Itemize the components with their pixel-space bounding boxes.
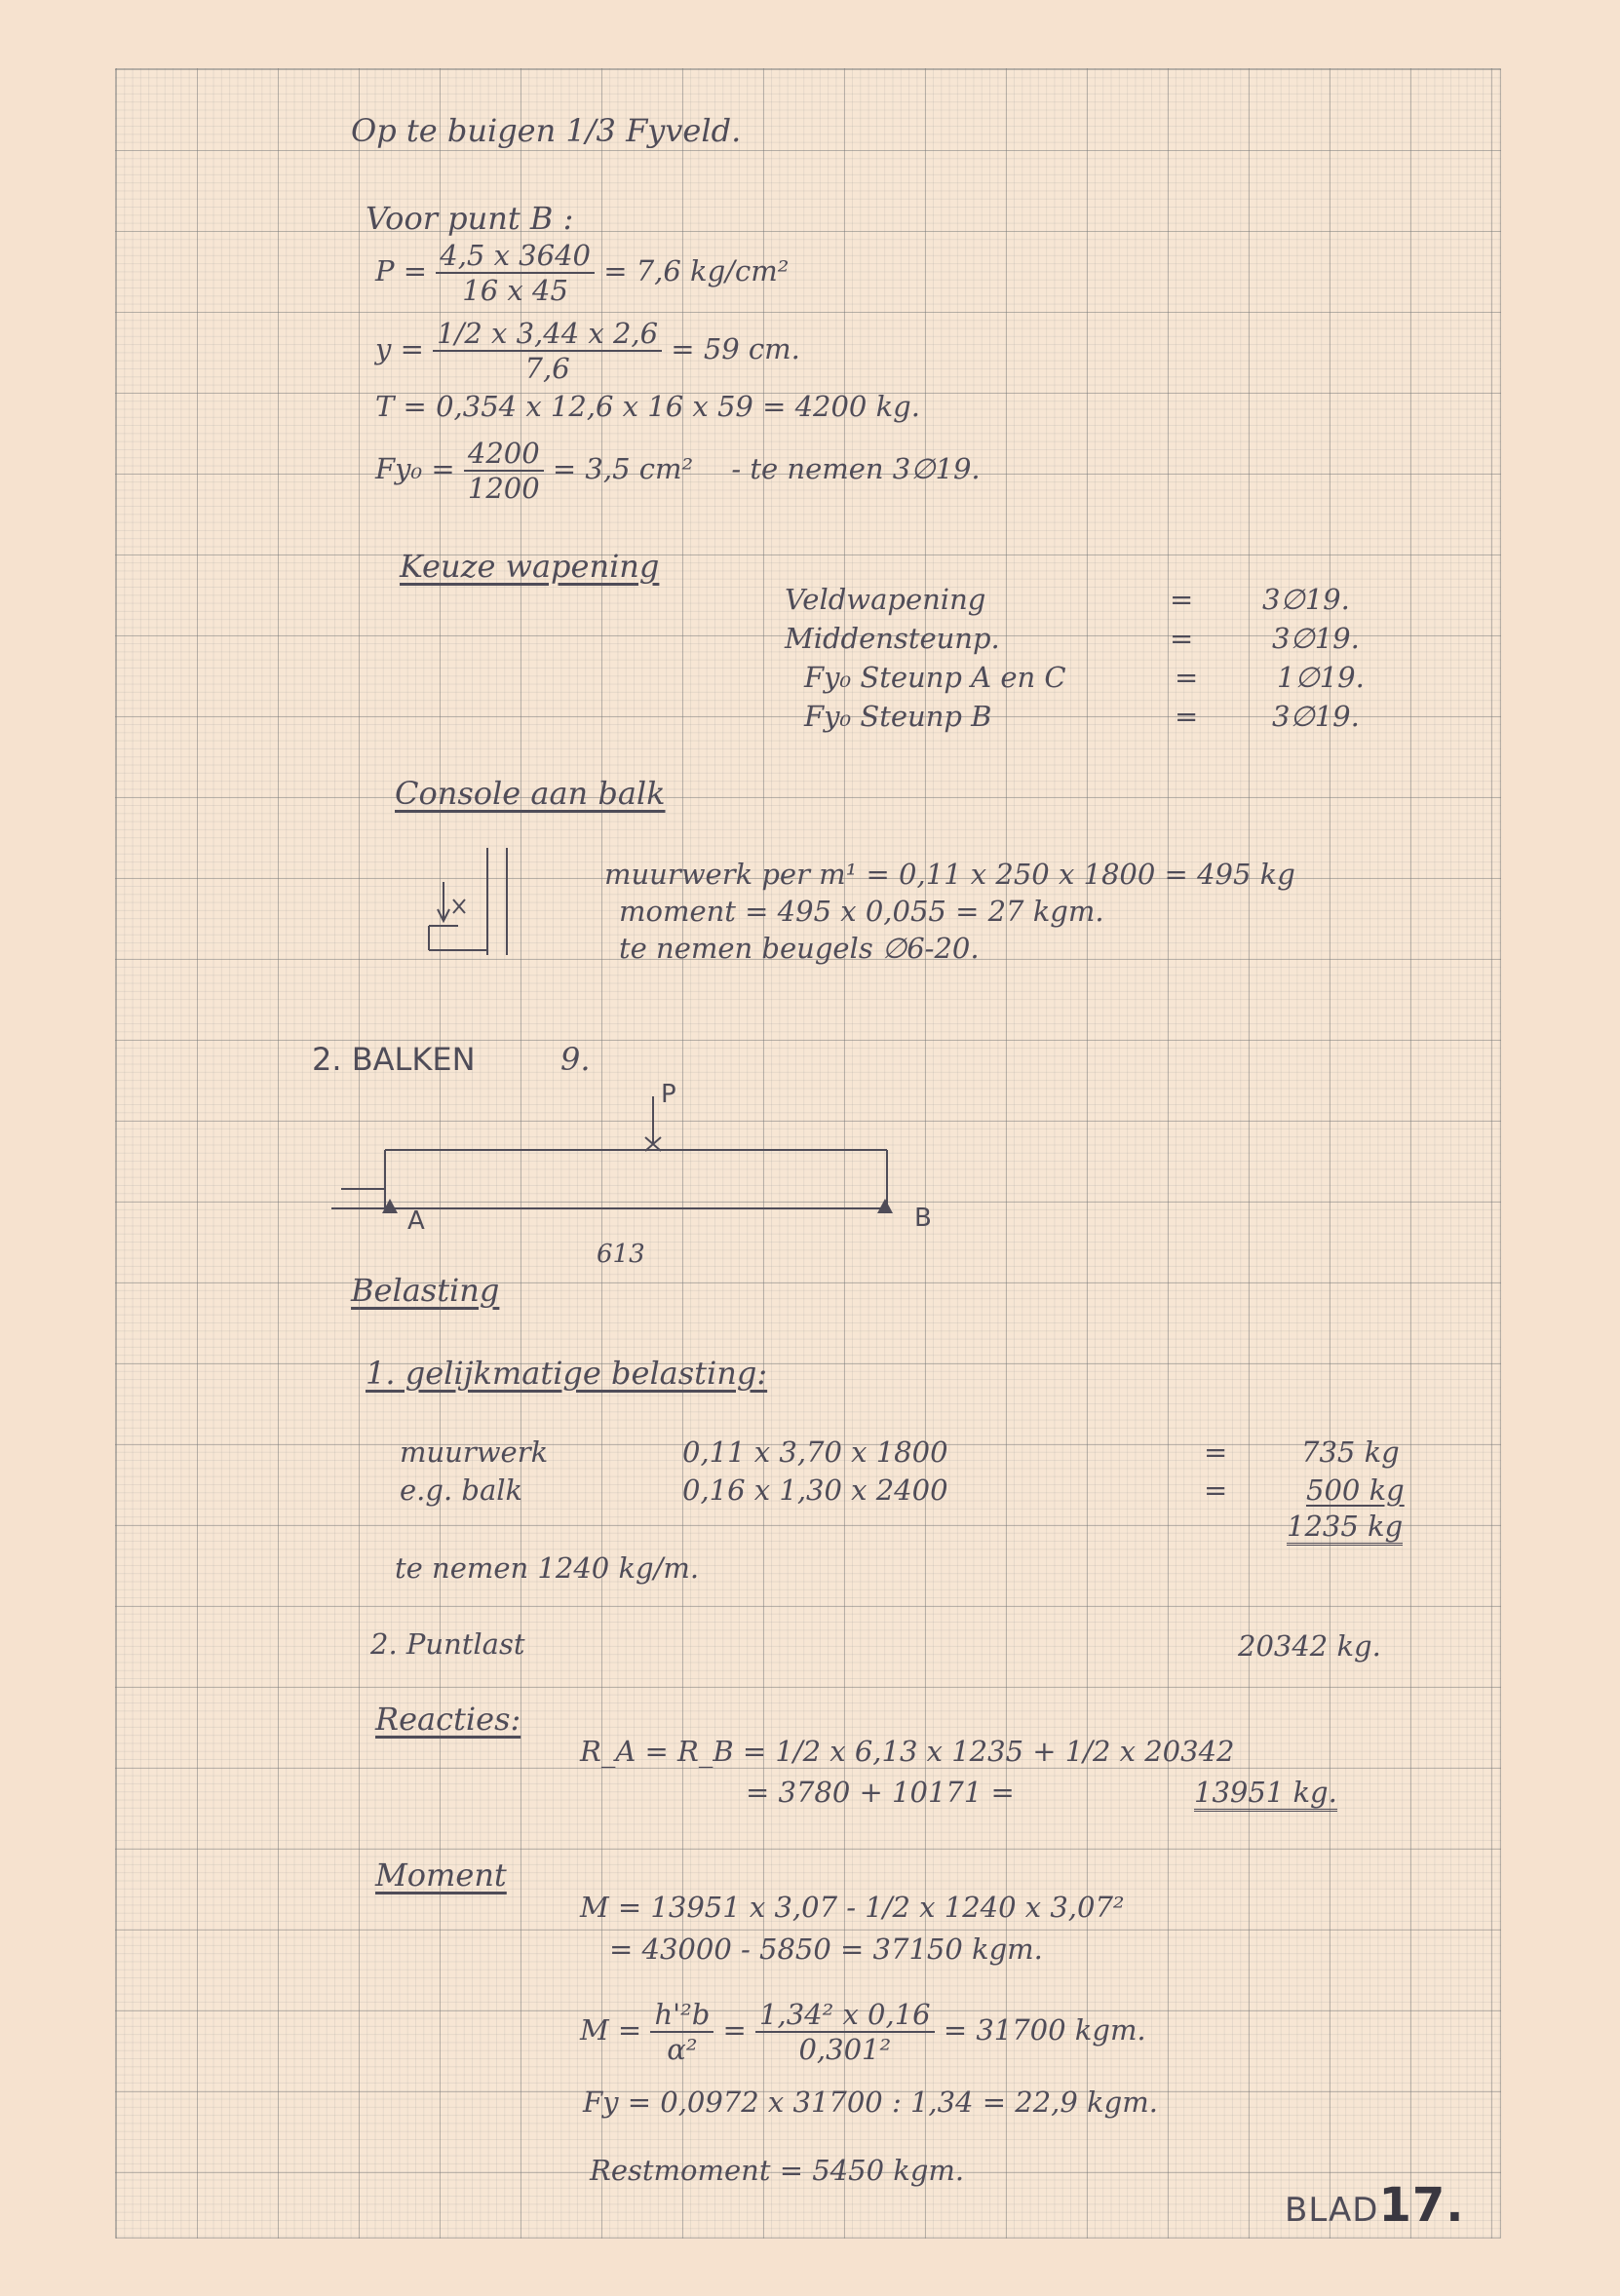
- section-subnumber: 9.: [560, 1041, 591, 1078]
- load-item-calc: 0,16 x 1,30 x 2400: [682, 1473, 948, 1507]
- p-denominator: 16 x 45: [462, 274, 568, 307]
- moment-formula-2: [580, 1998, 1146, 2066]
- reinf-row-label: Fy₀ Steunp A en C: [804, 661, 1066, 694]
- moment-line: = 43000 - 5850 = 37150 kgm.: [609, 1932, 1043, 1966]
- load-label: P: [661, 1080, 676, 1109]
- fy-formula: [375, 437, 981, 505]
- m2-fraction-2-denominator: 0,301²: [798, 2033, 892, 2066]
- y-fraction: [433, 317, 662, 385]
- reinf-row-eq: =: [1170, 622, 1194, 655]
- point-b-heading: Voor punt B :: [366, 200, 574, 237]
- console-sketch: [414, 843, 531, 970]
- p-formula: [375, 239, 789, 307]
- page-label: [1285, 2178, 1465, 2233]
- reinf-row-label: Veldwapening: [785, 583, 986, 616]
- reactions-line: R_A = R_B = 1/2 x 6,13 x 1235 + 1/2 x 20342: [580, 1735, 1235, 1768]
- load-item-label: e.g. balk: [400, 1473, 523, 1507]
- reactions-result: 13951 kg.: [1194, 1776, 1337, 1812]
- rest-moment: Restmoment = 5450 kgm.: [590, 2154, 965, 2187]
- fy-lhs: Fy₀ =: [375, 452, 455, 485]
- console-line: moment = 495 x 0,055 = 27 kgm.: [619, 895, 1104, 928]
- fy-note: - te nemen 3∅19.: [731, 452, 981, 485]
- load-item-eq: =: [1204, 1435, 1228, 1469]
- y-result: = 59 cm.: [671, 332, 800, 365]
- section-heading: 2. BALKEN: [312, 1041, 476, 1078]
- reinf-row-value: 3∅19.: [1262, 583, 1350, 616]
- span-label: 613: [597, 1240, 645, 1269]
- y-denominator: 7,6: [524, 352, 570, 385]
- point-load-heading: 2. Puntlast: [370, 1627, 525, 1661]
- m2-fraction-1-denominator: α²: [667, 2033, 698, 2066]
- reinforcement-heading: Keuze wapening: [400, 548, 660, 585]
- fy-fraction: [464, 437, 544, 505]
- reinf-row-value: 3∅19.: [1272, 622, 1360, 655]
- moment-fy-line: Fy = 0,0972 x 31700 : 1,34 = 22,9 kgm.: [583, 2086, 1158, 2119]
- reinf-row-label: Middensteunp.: [785, 622, 1000, 655]
- y-numerator: 1/2 x 3,44 x 2,6: [433, 317, 662, 352]
- reinf-row-eq: =: [1175, 700, 1199, 733]
- load-item-value: 500 kg: [1306, 1473, 1405, 1507]
- y-formula: [375, 317, 800, 385]
- m2-lhs: M =: [580, 2013, 642, 2047]
- reinf-row-value: 1∅19.: [1277, 661, 1365, 694]
- load-total: 1235 kg: [1287, 1510, 1403, 1546]
- fy-result: = 3,5 cm²: [552, 452, 694, 485]
- p-numerator: 4,5 x 3640: [436, 239, 595, 274]
- page-number: 17.: [1378, 2178, 1465, 2233]
- point-load-value: 20342 kg.: [1238, 1629, 1381, 1663]
- reinf-row-eq: =: [1170, 583, 1194, 616]
- console-line: muurwerk per m¹ = 0,11 x 250 x 1800 = 495 kg: [604, 858, 1295, 891]
- moment-heading: Moment: [375, 1856, 507, 1894]
- title: Op te buigen 1/3 Fyveld.: [351, 112, 742, 149]
- support-b-label: B: [914, 1204, 932, 1233]
- m2-equals: =: [722, 2013, 747, 2047]
- console-heading: Console aan balk: [395, 775, 666, 812]
- reactions-line: = 3780 + 10171 =: [746, 1776, 1015, 1809]
- fy-numerator: 4200: [464, 437, 544, 472]
- m2-fraction-2-numerator: 1,34² x 0,16: [755, 1998, 935, 2033]
- fy-denominator: 1200: [467, 472, 540, 505]
- m2-fraction-1-numerator: h'²b: [650, 1998, 714, 2033]
- load-take: te nemen 1240 kg/m.: [395, 1551, 700, 1585]
- t-formula: T = 0,354 x 12,6 x 16 x 59 = 4200 kg.: [375, 390, 920, 423]
- p-fraction: [436, 239, 595, 307]
- reinf-row-label: Fy₀ Steunp B: [804, 700, 992, 733]
- loading-heading: Belasting: [351, 1272, 500, 1309]
- m2-fraction-1: [650, 1998, 714, 2066]
- y-lhs: y =: [375, 332, 424, 365]
- uniform-load-heading: 1. gelijkmatige belasting:: [366, 1355, 768, 1392]
- p-lhs: P =: [375, 254, 428, 287]
- moment-line: M = 13951 x 3,07 - 1/2 x 1240 x 3,07²: [580, 1891, 1125, 1924]
- m2-fraction-2: [755, 1998, 935, 2066]
- page-label-prefix: BLAD: [1285, 2191, 1379, 2230]
- reinf-row-value: 3∅19.: [1272, 700, 1360, 733]
- load-item-label: muurwerk: [400, 1435, 549, 1469]
- reactions-heading: Reacties:: [375, 1701, 521, 1738]
- reinf-row-eq: =: [1175, 661, 1199, 694]
- load-item-calc: 0,11 x 3,70 x 1800: [682, 1435, 948, 1469]
- p-result: = 7,6 kg/cm²: [603, 254, 790, 287]
- load-item-value: 735 kg: [1301, 1435, 1400, 1469]
- support-a-label: A: [407, 1206, 425, 1236]
- m2-result: = 31700 kgm.: [943, 2013, 1146, 2047]
- console-line: te nemen beugels ∅6-20.: [619, 932, 980, 965]
- load-item-eq: =: [1204, 1473, 1228, 1507]
